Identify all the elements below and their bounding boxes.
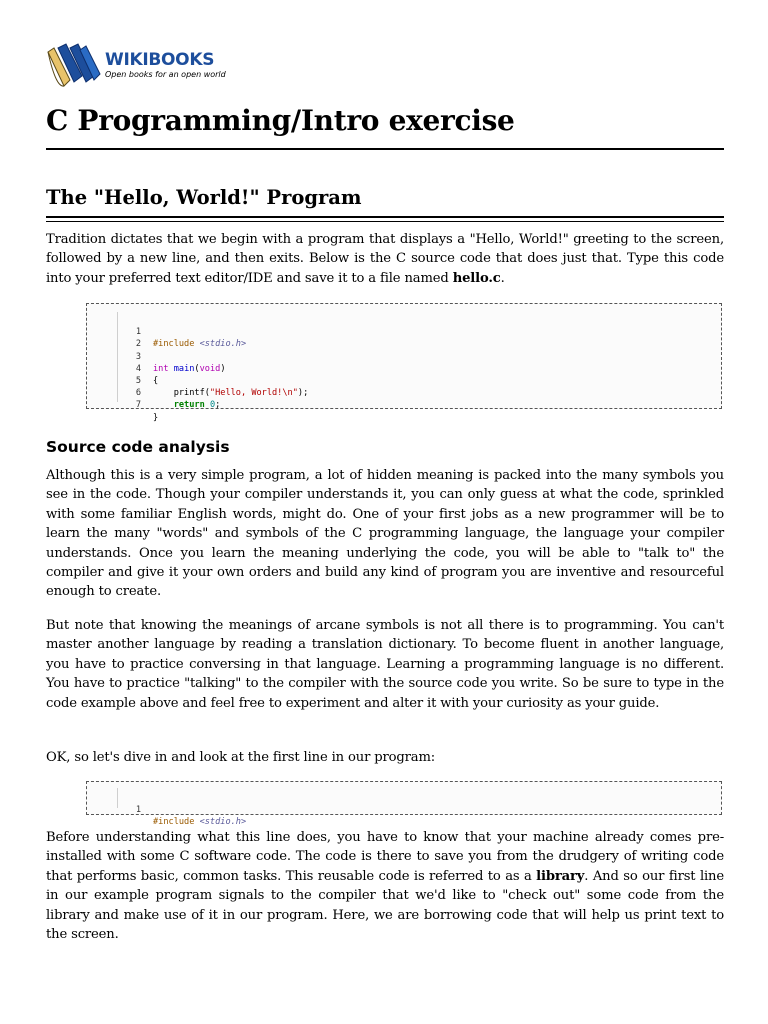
section-rule-top [46, 216, 724, 218]
library-paragraph [46, 828, 724, 944]
dive-in-paragraph: OK, so let's dive in and look at the first line in our program: [46, 750, 436, 765]
library-term: library [536, 868, 585, 884]
paren-close: ) [220, 363, 226, 374]
intro-paragraph [46, 230, 724, 288]
statement-end: ); [297, 388, 309, 399]
number-literal: 0 [209, 400, 216, 411]
preprocessor-directive: #include [153, 817, 200, 828]
library-text: Before understanding what this line does, you have to know that your machine already comes pre-installed with some C software code. The code is there to save you from the drudgery of writing code that performs basic, common tasks. This reusable code is referred to as a [46, 830, 724, 884]
analysis-paragraph-2: But note that knowing the meanings of arcane symbols is not all there is to programming. You can't master another language by reading a translation dictionary. To become fluent in another language, you have to practice conversing in that language. Learning a programming language is no different. You have to practice "talking" to the compiler with the source code you write. So be sure to type in the code example above and feel free to experiment and alter it with your curiosity as your guide. [46, 618, 724, 711]
type-keyword: int [153, 363, 169, 374]
header-name: <stdio.h> [199, 339, 247, 350]
code-lines [117, 314, 721, 423]
statement-end: ; [215, 400, 221, 411]
intro-text: Tradition dictates that we begin with a program that displays a "Hello, World!" greeting to the screen, followed by a new line, and then exits. Below is the C source code that does just that. Type this code into your preferred text editor/IDE and save it to a file named [46, 232, 724, 286]
void-keyword: void [199, 363, 221, 374]
code-line [117, 363, 721, 399]
function-name: main [173, 363, 195, 374]
books-icon [46, 42, 102, 90]
code-line [117, 792, 721, 828]
line-number: 1 [135, 805, 141, 816]
subsection-title: Source code analysis [46, 438, 230, 456]
section-title: The "Hello, World!" Program [46, 186, 362, 209]
line-number: 4 [135, 363, 141, 374]
logo-title: WIKIBOOKS [105, 50, 215, 70]
code-listing [86, 303, 722, 423]
preprocessor-directive: #include [153, 339, 200, 350]
header-name: <stdio.h> [199, 817, 247, 828]
return-keyword: return [173, 400, 205, 411]
analysis-paragraph-1: Although this is a very simple program, a lot of hidden meaning is packed into the many symbols you see in the code. Though your compiler understands it, you can only guess at what the code, sprinkled with some familiar English words, might do. One of your first jobs as a new programmer will be to learn the many "words" and symbols of the C programming language, the language your compiler understands. Once you learn the meaning underlying the code, you will be able to "talk to" the compiler and give it your own orders and build any kind of program you are inventive and resourceful enough to create. [46, 468, 724, 600]
close-brace: } [153, 412, 159, 423]
line-number: 5 [135, 375, 141, 386]
line-number: 6 [135, 388, 141, 399]
title-rule [46, 148, 724, 150]
line-number: 1 [135, 327, 141, 338]
code-line [117, 338, 721, 374]
code-lines [117, 792, 721, 828]
section-rule-bottom [46, 221, 724, 222]
logo-tagline: Open books for an open world [105, 70, 226, 79]
page-title: C Programming/Intro exercise [46, 104, 515, 137]
intro-text-end: . [500, 270, 505, 286]
paren-open: ( [194, 363, 200, 374]
printf-call: printf( [173, 388, 210, 399]
open-brace: { [153, 375, 159, 386]
wikibooks-logo[interactable] [46, 42, 246, 90]
line-number: 7 [135, 400, 141, 411]
line-number: 2 [135, 339, 141, 350]
library-text-end: . And so our first line in our example program signals to the compiler that we'd like to "check out" some code from the library and make use of it in our program. Here, we are borrowing code that will help us print text to the screen. [46, 868, 724, 943]
code-line [117, 314, 721, 350]
code-snippet [86, 781, 722, 828]
line-number: 3 [135, 351, 141, 362]
filename: hello.c [452, 270, 501, 286]
string-literal: "Hello, World!\n" [209, 388, 298, 399]
